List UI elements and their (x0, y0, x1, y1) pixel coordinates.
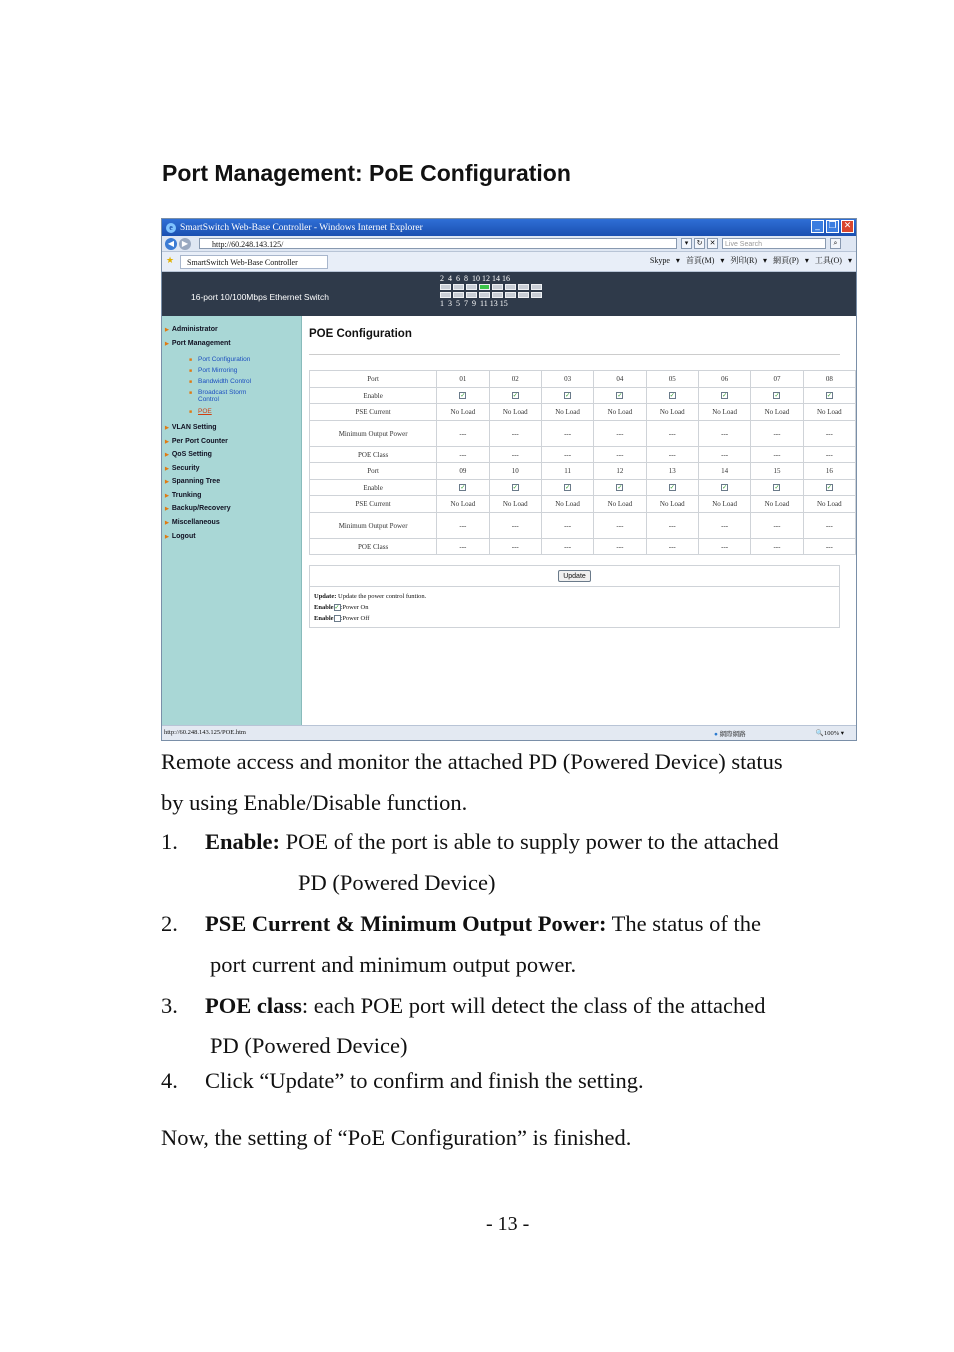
close-icon[interactable]: ✕ (841, 220, 854, 233)
legend-box (309, 587, 840, 628)
list-continuation: PD (Powered Device) (210, 1033, 408, 1058)
maximize-icon[interactable]: ❐ (826, 220, 839, 233)
port-number-cell: 03 (541, 371, 593, 388)
enable-cell (437, 388, 489, 404)
enable-checkbox[interactable]: ✓ (722, 393, 728, 400)
port-led (531, 292, 542, 298)
bottom-port-numbers: 1 3 5 7 9 11 13 15 (440, 299, 508, 308)
list-continuation: port current and minimum output power. (210, 952, 577, 977)
favorites-star-icon[interactable]: ★ (166, 255, 175, 265)
tab-bar (162, 252, 856, 272)
row-label: Minimum Output Power (310, 421, 437, 447)
checked-box-icon: ✓ (334, 605, 340, 612)
port-led (492, 292, 503, 298)
port-led (453, 292, 464, 298)
section-heading: Port Management: PoE Configuration (162, 160, 571, 186)
class-cell: --- (594, 539, 646, 555)
port-status-panel (440, 274, 543, 308)
enable-checkbox[interactable]: ✓ (669, 393, 675, 400)
port-led (440, 292, 451, 298)
port-number-cell: 16 (803, 463, 855, 480)
switch-title: 16-port 10/100Mbps Ethernet Switch (191, 292, 329, 302)
table-row (310, 404, 856, 421)
sidebar-item[interactable]: ▶ QoS Setting (165, 451, 212, 458)
class-cell: --- (437, 447, 489, 463)
minpower-cell: --- (541, 421, 593, 447)
row-label: Enable (310, 388, 437, 404)
enable-checkbox[interactable]: ✓ (460, 485, 466, 492)
enable-cell (803, 388, 855, 404)
sidebar-subitem[interactable]: ■ Bandwidth Control (198, 378, 251, 385)
enable-checkbox[interactable]: ✓ (565, 393, 571, 400)
table-row (310, 463, 856, 480)
row-label: PSE Current (310, 496, 437, 513)
sidebar-item[interactable]: ▶ Security (165, 465, 199, 472)
status-bar (162, 725, 856, 740)
dropdown-icon[interactable]: ▾ (681, 238, 692, 249)
minpower-cell: --- (594, 513, 646, 539)
list-number: 1. (161, 829, 178, 854)
page-number: - 13 - (486, 1213, 530, 1235)
enable-checkbox[interactable]: ✓ (826, 485, 832, 492)
port-number-cell: 01 (437, 371, 489, 388)
pse-cell: No Load (489, 404, 541, 421)
class-cell: --- (698, 447, 750, 463)
pse-cell: No Load (489, 496, 541, 513)
list-term: PSE Current & Minimum Output Power: (205, 911, 607, 936)
poe-config-title: POE Configuration (309, 328, 412, 340)
list-text: Click “Update” to confirm and finish the setting. (205, 1068, 644, 1093)
globe-icon: ● (714, 731, 718, 738)
enable-checkbox[interactable]: ✓ (826, 393, 832, 400)
update-row (309, 565, 840, 587)
class-cell: --- (541, 447, 593, 463)
port-led (505, 292, 516, 298)
minpower-cell: --- (751, 513, 803, 539)
zoom-level[interactable]: 🔍100% ▾ (815, 730, 844, 737)
sidebar-subitem[interactable]: ■ Port Mirroring (198, 367, 237, 374)
enable-cell (594, 480, 646, 496)
port-number-cell: 10 (489, 463, 541, 480)
status-zone (714, 729, 746, 738)
row-label: PSE Current (310, 404, 437, 421)
list-number: 2. (161, 911, 178, 936)
pse-cell: No Load (751, 404, 803, 421)
minpower-cell: --- (489, 513, 541, 539)
zone-label: 網際網路 (719, 731, 746, 738)
enable-cell (698, 480, 750, 496)
update-button[interactable]: Update (558, 570, 591, 582)
minpower-cell: --- (646, 513, 698, 539)
port-led (479, 284, 490, 290)
minimize-icon[interactable]: _ (811, 220, 824, 233)
main-panel (303, 316, 856, 728)
pse-cell: No Load (698, 404, 750, 421)
enable-cell (751, 388, 803, 404)
port-led (531, 284, 542, 290)
enable-checkbox[interactable]: ✓ (669, 485, 675, 492)
enable-checkbox[interactable]: ✓ (512, 393, 518, 400)
class-cell: --- (541, 539, 593, 555)
port-number-cell: 15 (751, 463, 803, 480)
list-term: Enable: (205, 829, 281, 854)
pse-cell: No Load (594, 496, 646, 513)
minpower-cell: --- (803, 513, 855, 539)
stop-icon[interactable]: ✕ (707, 238, 718, 249)
browser-screenshot (161, 218, 857, 741)
sidebar-item[interactable]: ▶ Spanning Tree (165, 478, 220, 485)
intro-paragraph (161, 741, 861, 823)
port-led (466, 284, 477, 290)
port-led (518, 292, 529, 298)
row-label: POE Class (310, 447, 437, 463)
class-cell: --- (437, 539, 489, 555)
ie-logo-icon: e (166, 223, 176, 233)
class-cell: --- (803, 447, 855, 463)
row-label: POE Class (310, 539, 437, 555)
closing-sentence: Now, the setting of “PoE Configuration” is finished. (161, 1125, 632, 1150)
class-cell: --- (698, 539, 750, 555)
enable-cell (646, 388, 698, 404)
address-input[interactable]: http://60.248.143.125/ (199, 238, 677, 249)
port-led (518, 284, 529, 290)
sidebar-item[interactable]: ▶ VLAN Setting (165, 424, 217, 431)
port-led (440, 284, 451, 290)
sidebar-menu (162, 316, 302, 728)
list-number: 4. (161, 1068, 178, 1093)
minpower-cell: --- (698, 513, 750, 539)
enable-cell (803, 480, 855, 496)
forward-icon[interactable]: ▶ (179, 238, 191, 250)
pse-cell: No Load (803, 404, 855, 421)
list-text: POE of the port is able to supply power to the attached (280, 829, 779, 854)
table-row (310, 513, 856, 539)
pse-cell: No Load (437, 496, 489, 513)
pse-cell: No Load (594, 404, 646, 421)
enable-checkbox[interactable]: ✓ (617, 485, 623, 492)
port-led (492, 284, 503, 290)
class-cell: --- (646, 447, 698, 463)
status-url: http://60.248.143.125/POE.htm (164, 729, 246, 736)
pse-cell: No Load (541, 404, 593, 421)
pse-cell: No Load (646, 404, 698, 421)
row-label: Port (310, 463, 437, 480)
row-label: Minimum Output Power (310, 513, 437, 539)
port-led-grid (440, 284, 543, 298)
minpower-cell: --- (803, 421, 855, 447)
pse-cell: No Load (698, 496, 750, 513)
legend-update-text: Update the power control funtion. (338, 593, 427, 600)
port-number-cell: 04 (594, 371, 646, 388)
table-row (310, 480, 856, 496)
pse-cell: No Load (437, 404, 489, 421)
table-row (310, 447, 856, 463)
port-number-cell: 07 (751, 371, 803, 388)
enable-cell (646, 480, 698, 496)
list-continuation: PD (Powered Device) (298, 870, 496, 895)
port-number-cell: 08 (803, 371, 855, 388)
pse-cell: No Load (541, 496, 593, 513)
sidebar-item[interactable]: ▶ Backup/Recovery (165, 505, 231, 512)
minpower-cell: --- (698, 421, 750, 447)
class-cell: --- (751, 539, 803, 555)
minpower-cell: --- (594, 421, 646, 447)
port-number-cell: 06 (698, 371, 750, 388)
port-led (466, 292, 477, 298)
legend-power-off: :Power Off (340, 615, 370, 622)
zoom-label: 100% (823, 730, 840, 737)
sidebar-subitem[interactable]: ■ POE (198, 408, 212, 415)
class-cell: --- (803, 539, 855, 555)
row-label: Enable (310, 480, 437, 496)
port-number-cell: 02 (489, 371, 541, 388)
table-row (310, 388, 856, 404)
enable-cell (594, 388, 646, 404)
top-port-numbers: 2 4 6 8 10 12 14 16 (440, 274, 510, 283)
minpower-cell: --- (751, 421, 803, 447)
pse-cell: No Load (751, 496, 803, 513)
table-row (310, 371, 856, 388)
port-led (505, 284, 516, 290)
enable-cell (489, 480, 541, 496)
zoom-icon: 🔍 (815, 730, 824, 737)
legend-update-label: Update: (314, 593, 337, 600)
enable-checkbox[interactable]: ✓ (617, 393, 623, 400)
sidebar-subitem[interactable]: ■ Port Configuration (198, 356, 250, 363)
list-term: POE class (205, 993, 302, 1018)
minpower-cell: --- (541, 513, 593, 539)
title-divider (309, 354, 840, 355)
port-number-cell: 11 (541, 463, 593, 480)
enable-checkbox[interactable]: ✓ (565, 485, 571, 492)
class-cell: --- (489, 447, 541, 463)
search-icon[interactable]: ⌕ (830, 238, 841, 249)
refresh-icon[interactable]: ↻ (694, 238, 705, 249)
sidebar-item[interactable]: ▶ Port Management (165, 340, 231, 347)
minpower-cell: --- (437, 421, 489, 447)
window-titlebar (162, 219, 856, 236)
port-number-cell: 14 (698, 463, 750, 480)
list-number: 3. (161, 993, 178, 1018)
class-cell: --- (594, 447, 646, 463)
class-cell: --- (646, 539, 698, 555)
port-number-cell: 12 (594, 463, 646, 480)
enable-checkbox[interactable]: ✓ (774, 393, 780, 400)
browser-tab[interactable]: SmartSwitch Web-Base Controller (180, 255, 328, 269)
port-led (479, 292, 490, 298)
sidebar-item[interactable]: ▶ Trunking (165, 492, 201, 499)
pse-cell: No Load (646, 496, 698, 513)
legend-power-on: :Power On (340, 604, 369, 611)
poe-table (309, 370, 856, 555)
intro-line-2: by using Enable/Disable function. (161, 790, 468, 815)
port-led (453, 284, 464, 290)
enable-cell (698, 388, 750, 404)
sidebar-item[interactable]: ▶ Per Port Counter (165, 438, 228, 445)
enable-cell (751, 480, 803, 496)
enable-cell (489, 388, 541, 404)
command-bar[interactable]: Skype ▾ 首頁(M) ▾ 列印(R) ▾ 網頁(P) ▾ 工具(O) ▾ (649, 256, 852, 265)
sidebar-subitem[interactable]: ■ Broadcast Storm Control (198, 389, 262, 403)
port-number-cell: 09 (437, 463, 489, 480)
search-input[interactable]: Live Search (722, 238, 826, 249)
switch-banner (162, 272, 856, 316)
enable-checkbox[interactable]: ✓ (774, 485, 780, 492)
table-row (310, 539, 856, 555)
enable-checkbox[interactable]: ✓ (722, 485, 728, 492)
table-row (310, 496, 856, 513)
sidebar-item[interactable]: ▶ Administrator (165, 326, 218, 333)
minpower-cell: --- (437, 513, 489, 539)
enable-cell (541, 480, 593, 496)
enable-cell (437, 480, 489, 496)
legend-enable-label: Enable (314, 615, 334, 622)
unchecked-box-icon (334, 615, 341, 622)
table-row (310, 421, 856, 447)
port-number-cell: 13 (646, 463, 698, 480)
back-icon[interactable]: ◀ (165, 238, 177, 250)
list-text: The status of the (606, 911, 762, 936)
class-cell: --- (751, 447, 803, 463)
minpower-cell: --- (646, 421, 698, 447)
window-title: SmartSwitch Web-Base Controller - Windows Internet Explorer (180, 222, 423, 233)
list-text: : each POE port will detect the class of the attached (301, 993, 766, 1018)
intro-line-1: Remote access and monitor the attached PD (Powered Device) status (161, 749, 783, 774)
row-label: Port (310, 371, 437, 388)
sidebar-item[interactable]: ▶ Miscellaneous (165, 519, 220, 526)
enable-checkbox[interactable]: ✓ (512, 485, 518, 492)
pse-cell: No Load (803, 496, 855, 513)
enable-checkbox[interactable]: ✓ (460, 393, 466, 400)
address-bar (162, 236, 856, 252)
sidebar-item[interactable]: ▶ Logout (165, 533, 196, 540)
minpower-cell: --- (489, 421, 541, 447)
enable-cell (541, 388, 593, 404)
class-cell: --- (489, 539, 541, 555)
port-number-cell: 05 (646, 371, 698, 388)
legend-enable-label: Enable (314, 604, 334, 611)
